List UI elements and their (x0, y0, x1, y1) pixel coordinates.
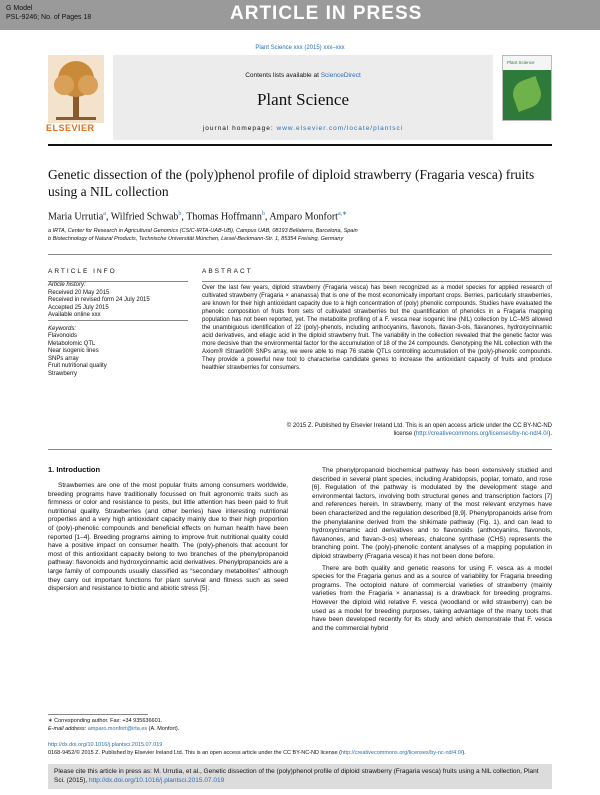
keyword: Near isogenic lines (48, 348, 99, 354)
affiliation: a IRTA, Center for Research in Agricultural Genomics (CSIC-IRTA-UAB-UB), Campus UAB, 08193 Bellaterra, Barcelona, Spain (48, 228, 358, 234)
body-column-right (312, 467, 552, 636)
header-rule (48, 144, 552, 146)
history-item: Received in revised form 24 July 2015 (48, 297, 150, 303)
license-link[interactable]: http://creativecommons.org/licenses/by-nc-nd/4.0/ (340, 749, 463, 756)
article-info (48, 282, 188, 378)
corresponding-author-footnote: ∗ Corresponding author. Fax: +34 935636601. E-mail address: amparo.monfort@irta.es (A. Monfort). (48, 718, 180, 732)
citation-doi-link[interactable]: http://dx.doi.org/10.1016/j.plantsci.2015.07.019 (89, 777, 225, 784)
doi-block: http://dx.doi.org/10.1016/j.plantsci.2015.07.019 0168-9452/© 2015 Z. Published by Elsevier Ireland Ltd. This is an open access article under the CC BY-NC-ND license (http://creativecommons.org/licenses/by-nc-nd/4.0/). (48, 742, 552, 757)
article-info-heading: ARTICLE INFO (48, 268, 117, 275)
email-link[interactable]: amparo.monfort@irta.es (87, 725, 148, 732)
journal-cover-thumbnail: Plant Science (502, 55, 552, 121)
history-item: Received 20 May 2015 (48, 289, 110, 296)
homepage-link[interactable]: www.elsevier.com/locate/plantsci (276, 125, 404, 132)
copyright-notice: © 2015 Z. Published by Elsevier Ireland Ltd. This is an open access article under the CC BY-NC-ND license (http://creativecommons.org/licenses/by-nc-nd/4.0/). (286, 423, 552, 437)
section-heading-introduction: 1. Introduction (48, 465, 101, 474)
keywords-label: Keywords: (48, 325, 77, 332)
keyword: Strawberry (48, 370, 78, 377)
citation-text: Please cite this article in press as: M. Urrutia, et al., Genetic dissection of the (poly)phenol profile of diploid strawberry (Fragaria vesca) fruits using a NIL collection, Plant Sci. (2015), http://dx.doi.org/10.1016/j.plantsci.2015.07.019 (54, 768, 539, 784)
history-item: Accepted 25 July 2015 (48, 304, 109, 311)
journal-title: Plant Science (256, 90, 350, 109)
keyword: Flavonoids (48, 333, 78, 339)
author-name: Amparo Monfort (269, 211, 338, 223)
paragraph: There are both quality and genetic reasons for using F. vesca as a model species for the Fragaria genus and as a source of variability for Fragaria breeding programs. The octoploid nature of commercial varieties of strawberry (mainly varieties from the Fragaria × ananassa) is a drawback for breeding programs. However the diploid wild relative F. vesca (woodland or wild strawberry) can be used as a model for breeding purposes, taking advantage of the many tools that have been developed recently for its study and which demonstrate that F. vesca and the commercial hybrid (312, 564, 552, 632)
leaf-image (509, 76, 545, 112)
author-name: Wilfried Schwab (110, 211, 179, 223)
article-in-press-label: ARTICLE IN PRESS (230, 3, 423, 24)
journal-citation-line[interactable]: Plant Science xxx (2015) xxx–xxx (255, 45, 345, 51)
affiliation: b Biotechnology of Natural Products, Technische Universität München, Liesel-Beckmann-Str. 1, 85354 Freising, Germany (48, 236, 344, 242)
elsevier-tree-logo (48, 55, 104, 123)
author-list: Maria Urrutia$^a$, Wilfried Schwab$^b$, Thomas Hoffmann$^b$, Amparo Monfort$^{a,∗}$ (48, 211, 348, 223)
history-item: Available online xxx (48, 312, 101, 318)
paragraph: Strawberries are one of the most popular fruits among consumers worldwide, breeding programs have traditionally focussed on fruit agronomic traits such as firmness or color and resistance to pests, but little attention has been paid to fruit nutritional quality. Strawberries (and other berries) have interesting nutritional properties and a very high antioxidant capacity mainly due to their high proportion of (poly)-phenolic compounds and beneficial effects on human health have been reported [1–4]. Breeding programs aiming to improve fruit nutritional quality could have a positive impact on consumer health. The (poly)-phenols that account for most of this antioxidant capacity belong to two branches of the phenylpropanoid pathway: flavonoids and hydroxycinnamic acid derivatives. Phenylpropanoids are a large family of compounds usually classified as “secondary metabolites” although they carry out important functions for plant survival and fitness such as seed dispersion and resistance to biotic and abiotic stress [5]. (48, 482, 288, 593)
abstract-heading: ABSTRACT (202, 268, 253, 275)
journal-homepage: journal homepage: www.elsevier.com/locate/plantsci (202, 125, 404, 132)
section-rule (48, 254, 552, 255)
paragraph: The phenylpropanoid biochemical pathway has been extensively studied and described in several plant species, including Arabidopsis, poplar, tomato, and rose [6]. Regulation of the pathway is modulated by the development stage and environmental factors, involving both structural genes and transcription factors [7] and references herein. In strawberry, many of the most relevant enzymes have been characterized and the regulation described [8,9]. Phenylpropanoids arise from the phenylalanine derived from the shikimate pathway (Fig. 1), and can lead to hydroxycinnamic acid derivatives and to flavonoids (anthocyanins, flavonols, flavanones, and flavan-3-os) whereas, chalcone synthase (CHS) represents the branching point. The (poly)-phenolic content analyses of a mapping population in diploid strawberry (Fragaria vesca) it has not been done before. (312, 467, 552, 560)
doi-link[interactable]: http://dx.doi.org/10.1016/j.plantsci.2015.07.019 (48, 742, 163, 748)
author-name: Maria Urrutia (48, 211, 104, 223)
body-rule (48, 449, 552, 450)
sciencedirect-link[interactable]: ScienceDirect (320, 72, 361, 79)
model-info: G Model PSL-9246; No. of Pages 18 (6, 5, 92, 21)
contents-line: Contents lists available at ScienceDirect (245, 72, 361, 79)
body-column-left (48, 482, 288, 597)
affiliations (48, 227, 552, 243)
author-name: Thomas Hoffmann (186, 211, 262, 223)
license-link[interactable]: http://creativecommons.org/licenses/by-nc-nd/4.0/ (415, 431, 549, 437)
article-title: Genetic dissection of the (poly)phenol profile of diploid strawberry (Fragaria vesca) fruits using a NIL collection (48, 167, 535, 199)
keyword: Fruit nutritional quality (48, 363, 107, 369)
history-label: Article history: (48, 282, 86, 288)
elsevier-wordmark: ELSEVIER (46, 123, 95, 133)
keyword: Metabolomic QTL (48, 340, 96, 347)
keyword: SNPs array (48, 355, 79, 362)
abstract-text: Over the last few years, diploid strawberry (Fragaria vesca) has been recognized as a model species for applied research of cultivated strawberry (Fragaria × ananassa) that is one of the most economically important crops. Berries, particularly strawberries, are known for their high antioxidant capacity due to a high concentration of (poly) phenolic compounds. Studies have evaluated the phenolic composition of fruits from sets of cultivated strawberries but the quantification of phenolics in a Fragaria mapping population has not been reported, yet. The metabolite profiling of a F. vesca near isogenic line (NIL) collection by LC–MS allowed the unambiguous identification of 22 (poly)-phenols, including anthocyanins, flavonols, flavan-3-ols, flavanones, hydroxycinnamic acid derivatives, and ellagic acid in the diploid strawberry fruit. The variability in the collection revealed that the genetic factor was more decisive than the environmental factor for the accumulation of 18 of the 24 compounds. Genotyping the NIL collection with the Axiom® IStraw90® SNPs array, we were able to map 76 stable QTLs controlling accumulation of the (poly)-phenolic compounds. They provide a powerful new tool to characterise candidate genes to increase the antioxidant capacity of fruits and produce healthier strawberries for consumers. (202, 285, 552, 371)
